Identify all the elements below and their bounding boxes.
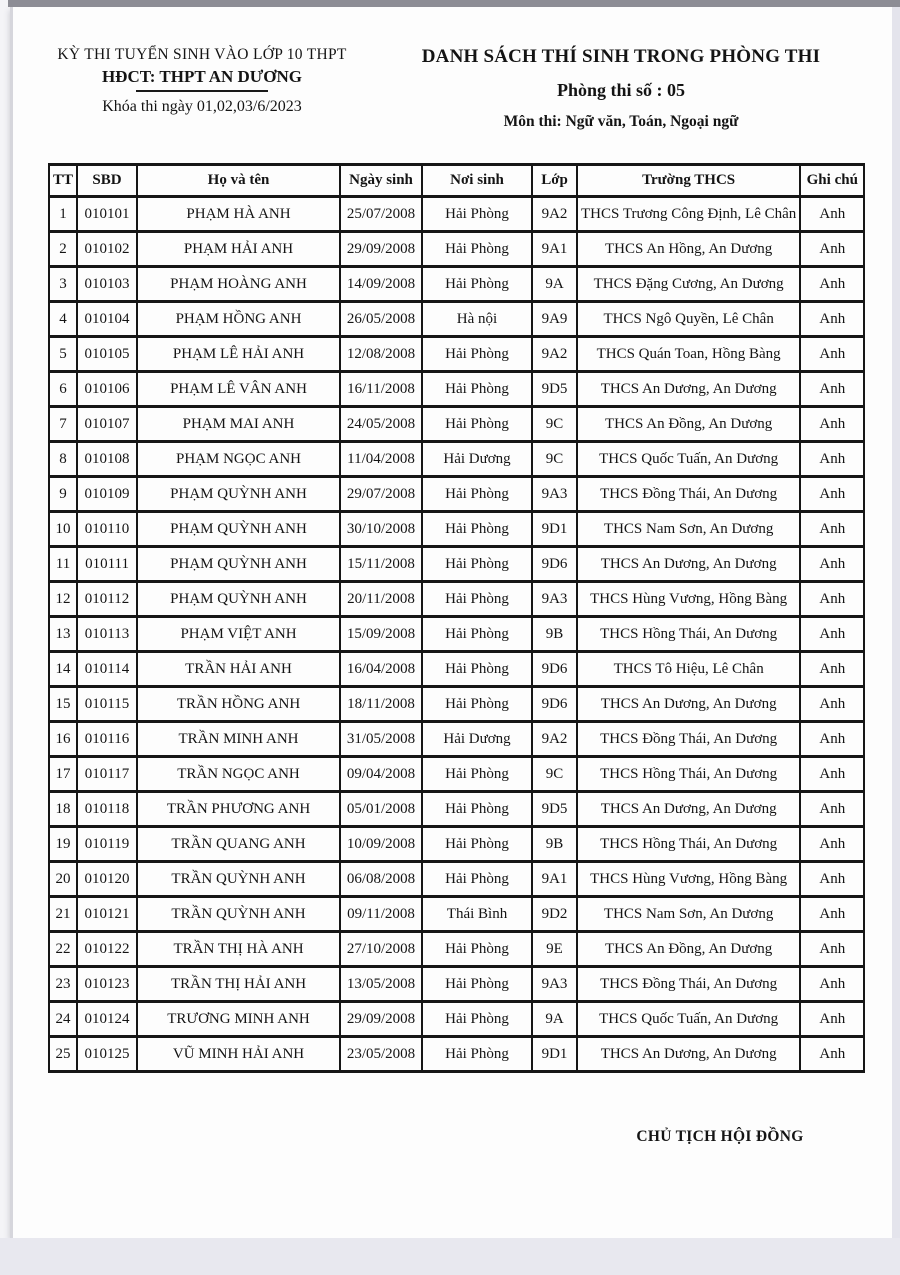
cell-full-name: PHẠM QUỲNH ANH: [137, 477, 340, 512]
cell-full-name: TRẦN MINH ANH: [137, 722, 340, 757]
column-header: Ghi chú: [800, 165, 864, 197]
cell-birth-date: 26/05/2008: [340, 302, 422, 337]
table-row: [49, 617, 864, 652]
table-row: [49, 477, 864, 512]
cell-candidate-id: 010109: [77, 477, 137, 512]
cell-index: 24: [49, 1002, 77, 1037]
table-row: [49, 442, 864, 477]
cell-birth-date: 23/05/2008: [340, 1037, 422, 1072]
table-row: [49, 652, 864, 687]
cell-class: 9B: [532, 827, 577, 862]
cell-secondary-school: THCS An Dương, An Dương: [577, 687, 800, 722]
cell-full-name: PHẠM VIỆT ANH: [137, 617, 340, 652]
cell-note: Anh: [800, 372, 864, 407]
cell-class: 9D5: [532, 372, 577, 407]
cell-candidate-id: 010112: [77, 582, 137, 617]
cell-birth-date: 16/04/2008: [340, 652, 422, 687]
cell-full-name: PHẠM HỒNG ANH: [137, 302, 340, 337]
cell-secondary-school: THCS Đặng Cương, An Dương: [577, 267, 800, 302]
cell-note: Anh: [800, 267, 864, 302]
cell-candidate-id: 010115: [77, 687, 137, 722]
cell-class: 9A9: [532, 302, 577, 337]
cell-birth-place: Hải Phòng: [422, 267, 532, 302]
cell-index: 22: [49, 932, 77, 967]
cell-class: 9A1: [532, 232, 577, 267]
header-underline: [136, 90, 268, 92]
cell-secondary-school: THCS Đồng Thái, An Dương: [577, 967, 800, 1002]
scan-top-edge: [8, 0, 900, 7]
issuing-authority-block: [52, 46, 352, 131]
cell-birth-place: Hải Phòng: [422, 337, 532, 372]
cell-full-name: PHẠM LÊ VÂN ANH: [137, 372, 340, 407]
cell-full-name: TRẦN PHƯƠNG ANH: [137, 792, 340, 827]
cell-secondary-school: THCS Tô Hiệu, Lê Chân: [577, 652, 800, 687]
table-row: [49, 1002, 864, 1037]
cell-index: 15: [49, 687, 77, 722]
column-header: Họ và tên: [137, 165, 340, 197]
cell-class: 9D1: [532, 1037, 577, 1072]
cell-class: 9A2: [532, 197, 577, 232]
cell-full-name: PHẠM HẢI ANH: [137, 232, 340, 267]
cell-secondary-school: THCS An Hồng, An Dương: [577, 232, 800, 267]
cell-note: Anh: [800, 792, 864, 827]
cell-secondary-school: THCS Đồng Thái, An Dương: [577, 477, 800, 512]
table-row: [49, 232, 864, 267]
cell-class: 9C: [532, 407, 577, 442]
table-row: [49, 827, 864, 862]
cell-index: 17: [49, 757, 77, 792]
cell-full-name: TRẦN HẢI ANH: [137, 652, 340, 687]
cell-index: 5: [49, 337, 77, 372]
cell-birth-date: 29/09/2008: [340, 232, 422, 267]
cell-birth-date: 05/01/2008: [340, 792, 422, 827]
cell-secondary-school: THCS Hùng Vương, Hồng Bàng: [577, 862, 800, 897]
cell-class: 9D6: [532, 687, 577, 722]
cell-index: 19: [49, 827, 77, 862]
cell-note: Anh: [800, 617, 864, 652]
cell-candidate-id: 010125: [77, 1037, 137, 1072]
cell-class: 9A3: [532, 582, 577, 617]
cell-secondary-school: THCS Hồng Thái, An Dương: [577, 757, 800, 792]
room-number: Phòng thi số : 05: [556, 80, 686, 100]
cell-note: Anh: [800, 477, 864, 512]
cell-candidate-id: 010101: [77, 197, 137, 232]
cell-full-name: VŨ MINH HẢI ANH: [137, 1037, 340, 1072]
cell-note: Anh: [800, 197, 864, 232]
cell-secondary-school: THCS Nam Sơn, An Dương: [577, 897, 800, 932]
cell-birth-date: 15/09/2008: [340, 617, 422, 652]
cell-class: 9E: [532, 932, 577, 967]
cell-secondary-school: THCS An Dương, An Dương: [577, 792, 800, 827]
column-header: Trường THCS: [577, 165, 800, 197]
cell-note: Anh: [800, 897, 864, 932]
cell-note: Anh: [800, 652, 864, 687]
scan-right-edge: [892, 7, 900, 1238]
cell-index: 6: [49, 372, 77, 407]
cell-secondary-school: THCS An Đồng, An Dương: [577, 407, 800, 442]
cell-secondary-school: THCS An Dương, An Dương: [577, 1037, 800, 1072]
cell-birth-date: 16/11/2008: [340, 372, 422, 407]
cell-birth-place: Hải Dương: [422, 442, 532, 477]
cell-index: 21: [49, 897, 77, 932]
table-row: [49, 1037, 864, 1072]
cell-note: Anh: [800, 512, 864, 547]
cell-birth-place: Hải Phòng: [422, 932, 532, 967]
cell-class: 9D6: [532, 652, 577, 687]
cell-index: 8: [49, 442, 77, 477]
cell-index: 2: [49, 232, 77, 267]
cell-candidate-id: 010119: [77, 827, 137, 862]
cell-note: Anh: [800, 967, 864, 1002]
exam-name: KỲ THI TUYỂN SINH VÀO LỚP 10 THPT: [57, 46, 347, 63]
cell-full-name: PHẠM QUỲNH ANH: [137, 582, 340, 617]
cell-birth-place: Hải Phòng: [422, 1037, 532, 1072]
cell-birth-place: Hải Phòng: [422, 862, 532, 897]
cell-birth-date: 13/05/2008: [340, 967, 422, 1002]
table-row: [49, 722, 864, 757]
cell-class: 9A1: [532, 862, 577, 897]
cell-full-name: TRẦN THỊ HÀ ANH: [137, 932, 340, 967]
table-row: [49, 862, 864, 897]
cell-birth-place: Hải Phòng: [422, 687, 532, 722]
cell-class: 9A2: [532, 337, 577, 372]
cell-full-name: PHẠM MAI ANH: [137, 407, 340, 442]
cell-note: Anh: [800, 232, 864, 267]
cell-birth-place: Hải Phòng: [422, 617, 532, 652]
cell-birth-date: 10/09/2008: [340, 827, 422, 862]
cell-birth-place: Hải Phòng: [422, 512, 532, 547]
cell-birth-place: Thái Bình: [422, 897, 532, 932]
table-row: [49, 512, 864, 547]
cell-index: 20: [49, 862, 77, 897]
cell-candidate-id: 010120: [77, 862, 137, 897]
document-title-block: [380, 46, 862, 131]
cell-candidate-id: 010111: [77, 547, 137, 582]
table-row: [49, 897, 864, 932]
table-row: [49, 407, 864, 442]
cell-secondary-school: THCS Trương Công Định, Lê Chân: [577, 197, 800, 232]
cell-class: 9B: [532, 617, 577, 652]
cell-birth-date: 09/11/2008: [340, 897, 422, 932]
cell-birth-date: 20/11/2008: [340, 582, 422, 617]
cell-secondary-school: THCS Quán Toan, Hồng Bàng: [577, 337, 800, 372]
cell-index: 12: [49, 582, 77, 617]
cell-secondary-school: THCS An Dương, An Dương: [577, 547, 800, 582]
cell-full-name: PHẠM QUỲNH ANH: [137, 547, 340, 582]
cell-class: 9A: [532, 267, 577, 302]
cell-candidate-id: 010103: [77, 267, 137, 302]
council-name: HĐCT: THPT AN DƯƠNG: [101, 67, 303, 86]
cell-class: 9A2: [532, 722, 577, 757]
page-title: DANH SÁCH THÍ SINH TRONG PHÒNG THI: [421, 46, 821, 67]
cell-index: 4: [49, 302, 77, 337]
cell-birth-date: 25/07/2008: [340, 197, 422, 232]
cell-full-name: TRẦN THỊ HẢI ANH: [137, 967, 340, 1002]
cell-candidate-id: 010121: [77, 897, 137, 932]
chairman-signature-title: CHỦ TỊCH HỘI ĐỒNG: [636, 1128, 804, 1145]
cell-class: 9C: [532, 757, 577, 792]
cell-note: Anh: [800, 442, 864, 477]
table-row: [49, 337, 864, 372]
column-header: SBD: [77, 165, 137, 197]
cell-full-name: PHẠM LÊ HẢI ANH: [137, 337, 340, 372]
cell-note: Anh: [800, 407, 864, 442]
cell-index: 9: [49, 477, 77, 512]
cell-birth-place: Hải Phòng: [422, 757, 532, 792]
cell-class: 9A3: [532, 967, 577, 1002]
cell-birth-place: Hải Dương: [422, 722, 532, 757]
cell-class: 9D5: [532, 792, 577, 827]
cell-candidate-id: 010110: [77, 512, 137, 547]
column-header: Lớp: [532, 165, 577, 197]
cell-candidate-id: 010107: [77, 407, 137, 442]
scan-left-edge: [10, 7, 13, 1238]
cell-candidate-id: 010118: [77, 792, 137, 827]
table-row: [49, 757, 864, 792]
cell-birth-place: Hải Phòng: [422, 407, 532, 442]
cell-full-name: TRẦN NGỌC ANH: [137, 757, 340, 792]
cell-index: 14: [49, 652, 77, 687]
cell-index: 7: [49, 407, 77, 442]
table-row: [49, 792, 864, 827]
cell-candidate-id: 010102: [77, 232, 137, 267]
cell-candidate-id: 010122: [77, 932, 137, 967]
cell-birth-place: Hải Phòng: [422, 197, 532, 232]
cell-birth-date: 11/04/2008: [340, 442, 422, 477]
cell-secondary-school: THCS Quốc Tuấn, An Dương: [577, 1002, 800, 1037]
cell-full-name: TRẦN QUỲNH ANH: [137, 862, 340, 897]
cell-birth-place: Hải Phòng: [422, 232, 532, 267]
column-header: Nơi sinh: [422, 165, 532, 197]
cell-note: Anh: [800, 1037, 864, 1072]
table-row: [49, 687, 864, 722]
document-header: [0, 46, 900, 131]
cell-candidate-id: 010116: [77, 722, 137, 757]
cell-birth-date: 29/07/2008: [340, 477, 422, 512]
cell-birth-place: Hải Phòng: [422, 372, 532, 407]
cell-index: 10: [49, 512, 77, 547]
cell-birth-place: Hải Phòng: [422, 792, 532, 827]
cell-note: Anh: [800, 932, 864, 967]
cell-note: Anh: [800, 547, 864, 582]
cell-birth-place: Hải Phòng: [422, 1002, 532, 1037]
cell-birth-date: 12/08/2008: [340, 337, 422, 372]
cell-note: Anh: [800, 687, 864, 722]
cell-secondary-school: THCS Ngô Quyền, Lê Chân: [577, 302, 800, 337]
scan-bottom-background: [0, 1238, 900, 1275]
cell-birth-date: 31/05/2008: [340, 722, 422, 757]
cell-full-name: TRẦN QUỲNH ANH: [137, 897, 340, 932]
cell-birth-place: Hải Phòng: [422, 547, 532, 582]
cell-birth-date: 06/08/2008: [340, 862, 422, 897]
table-row: [49, 267, 864, 302]
cell-full-name: PHẠM QUỲNH ANH: [137, 512, 340, 547]
cell-birth-place: Hải Phòng: [422, 967, 532, 1002]
cell-index: 11: [49, 547, 77, 582]
cell-note: Anh: [800, 337, 864, 372]
cell-note: Anh: [800, 827, 864, 862]
cell-note: Anh: [800, 582, 864, 617]
cell-note: Anh: [800, 862, 864, 897]
cell-full-name: PHẠM HOÀNG ANH: [137, 267, 340, 302]
table-row: [49, 197, 864, 232]
cell-secondary-school: THCS Quốc Tuấn, An Dương: [577, 442, 800, 477]
cell-index: 13: [49, 617, 77, 652]
cell-candidate-id: 010108: [77, 442, 137, 477]
cell-class: 9A: [532, 1002, 577, 1037]
cell-secondary-school: THCS Đồng Thái, An Dương: [577, 722, 800, 757]
cell-class: 9C: [532, 442, 577, 477]
candidate-table: [48, 163, 865, 1073]
cell-secondary-school: THCS Hùng Vương, Hồng Bàng: [577, 582, 800, 617]
cell-full-name: TRẦN HỒNG ANH: [137, 687, 340, 722]
cell-candidate-id: 010106: [77, 372, 137, 407]
cell-index: 1: [49, 197, 77, 232]
cell-secondary-school: THCS Nam Sơn, An Dương: [577, 512, 800, 547]
cell-candidate-id: 010123: [77, 967, 137, 1002]
cell-birth-date: 18/11/2008: [340, 687, 422, 722]
cell-note: Anh: [800, 302, 864, 337]
cell-birth-place: Hải Phòng: [422, 652, 532, 687]
cell-full-name: TRẦN QUANG ANH: [137, 827, 340, 862]
cell-secondary-school: THCS Hồng Thái, An Dương: [577, 827, 800, 862]
table-row: [49, 932, 864, 967]
cell-index: 3: [49, 267, 77, 302]
cell-full-name: PHẠM NGỌC ANH: [137, 442, 340, 477]
cell-secondary-school: THCS An Đồng, An Dương: [577, 932, 800, 967]
cell-note: Anh: [800, 722, 864, 757]
cell-class: 9D1: [532, 512, 577, 547]
cell-candidate-id: 010113: [77, 617, 137, 652]
cell-birth-date: 09/04/2008: [340, 757, 422, 792]
cell-candidate-id: 010105: [77, 337, 137, 372]
cell-secondary-school: THCS Hồng Thái, An Dương: [577, 617, 800, 652]
cell-birth-date: 24/05/2008: [340, 407, 422, 442]
cell-birth-date: 14/09/2008: [340, 267, 422, 302]
table-row: [49, 302, 864, 337]
cell-class: 9A3: [532, 477, 577, 512]
table-row: [49, 967, 864, 1002]
cell-candidate-id: 010114: [77, 652, 137, 687]
cell-birth-date: 27/10/2008: [340, 932, 422, 967]
cell-birth-place: Hà nội: [422, 302, 532, 337]
cell-birth-place: Hải Phòng: [422, 477, 532, 512]
cell-birth-date: 29/09/2008: [340, 1002, 422, 1037]
cell-class: 9D6: [532, 547, 577, 582]
table-row: [49, 372, 864, 407]
column-header: TT: [49, 165, 77, 197]
cell-full-name: TRƯƠNG MINH ANH: [137, 1002, 340, 1037]
cell-birth-date: 30/10/2008: [340, 512, 422, 547]
table-row: [49, 582, 864, 617]
cell-index: 18: [49, 792, 77, 827]
cell-note: Anh: [800, 1002, 864, 1037]
subjects-line: Môn thi: Ngữ văn, Toán, Ngoại ngữ: [503, 113, 739, 130]
column-header: Ngày sinh: [340, 165, 422, 197]
cell-index: 16: [49, 722, 77, 757]
cell-candidate-id: 010124: [77, 1002, 137, 1037]
cell-full-name: PHẠM HÀ ANH: [137, 197, 340, 232]
table-header-row: [49, 165, 864, 197]
cell-birth-date: 15/11/2008: [340, 547, 422, 582]
cell-class: 9D2: [532, 897, 577, 932]
cell-candidate-id: 010104: [77, 302, 137, 337]
cell-candidate-id: 010117: [77, 757, 137, 792]
cell-birth-place: Hải Phòng: [422, 582, 532, 617]
table-row: [49, 547, 864, 582]
cell-index: 25: [49, 1037, 77, 1072]
cell-secondary-school: THCS An Dương, An Dương: [577, 372, 800, 407]
cell-birth-place: Hải Phòng: [422, 827, 532, 862]
cell-note: Anh: [800, 757, 864, 792]
exam-dates: Khóa thi ngày 01,02,03/6/2023: [102, 98, 302, 115]
cell-index: 23: [49, 967, 77, 1002]
